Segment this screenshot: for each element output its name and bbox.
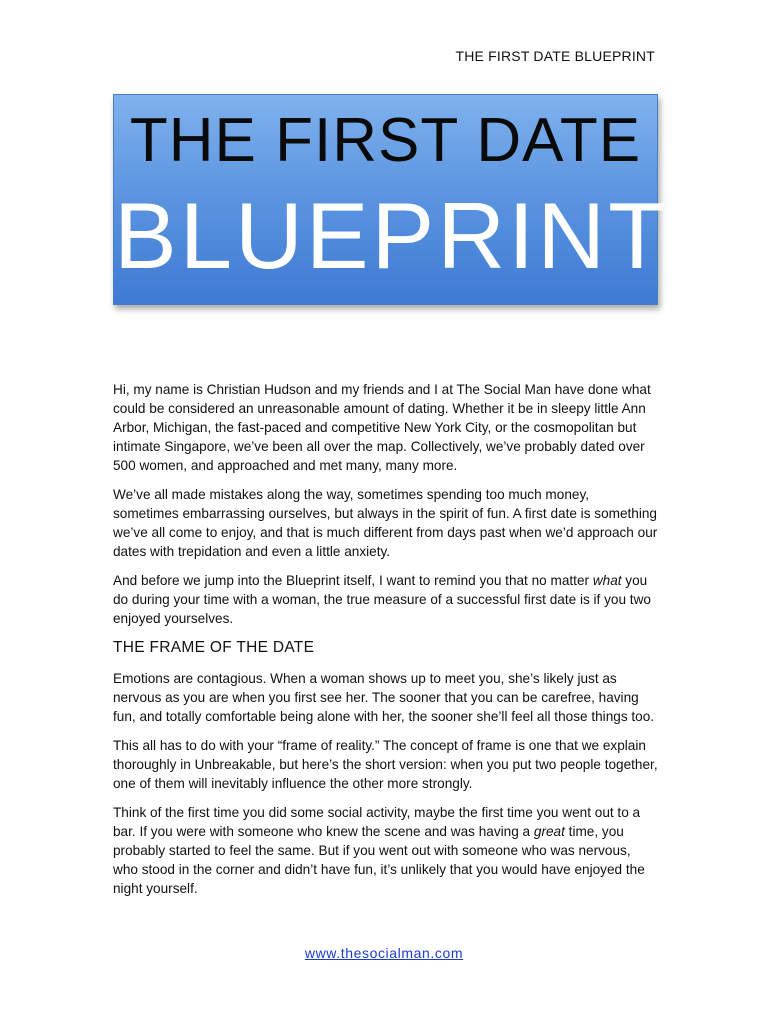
- text-run: Think of the first time you did some social activity, maybe the first time you went out to a bar. If you were with someone who knew the scene and was having a: [113, 805, 641, 839]
- text-run: And before we jump into the Blueprint itself, I want to remind you that no matter: [113, 573, 593, 588]
- website-link[interactable]: www.thesocialman.com: [304, 945, 464, 961]
- paragraph-mistakes: We’ve all made mistakes along the way, sometimes spending too much money, sometimes embarrassing ourselves, but always in the spirit of fun. A first date is something we’ve all come to enjoy, and that is much different from days past when we’d approach our dates with trepidation and even a little anxiety.: [113, 487, 658, 559]
- running-header-title: THE FIRST DATE BLUEPRINT: [455, 48, 655, 64]
- title-banner: [113, 94, 669, 305]
- title-line-blueprint: BLUEPRINT: [114, 183, 669, 288]
- document-body: [113, 380, 658, 908]
- paragraph-frame-of-reality: This all has to do with your “frame of reality.” The concept of frame is one that we explain thoroughly in Unbreakable, but here’s the short version: when you put two people together, one of them will inevitably influence the other more strongly.: [113, 738, 658, 791]
- paragraph-social-activity: [113, 803, 658, 898]
- footer: [0, 945, 768, 961]
- paragraph-intro: Hi, my name is Christian Hudson and my friends and I at The Social Man have done what could be considered an unreasonable amount of dating. Whether it be in sleepy little Ann Arbor, Michigan, the fast-paced and competitive New York City, or the cosmopolitan but intimate Singapore, we’ve been all over the map. Collectively, we’ve probably dated over 500 women, and approached and met many, many more.: [113, 382, 651, 473]
- emphasis-text: great: [533, 824, 565, 839]
- section-heading-frame: THE FRAME OF THE DATE: [113, 639, 315, 656]
- paragraph-emotions: Emotions are contagious. When a woman shows up to meet you, she’s likely just as nervous as you are when you first see her. The sooner that you can be carefree, having fun, and totally comfortable being alone with her, the sooner she’ll feel all those things too.: [113, 671, 655, 724]
- text-run: you do during your time with a woman, the true measure of a successful first date is if you two enjoyed yourselves.: [113, 573, 651, 626]
- title-line-first-date: THE FIRST DATE: [129, 106, 642, 175]
- paragraph-reminder: [113, 571, 658, 628]
- text-run: time, you probably started to feel the same. But if you went out with someone who was nervous, who stood in the corner and didn’t have fun, it’s unlikely that you would have enjoyed the night yourself.: [113, 824, 645, 896]
- emphasis-text: what: [592, 573, 622, 588]
